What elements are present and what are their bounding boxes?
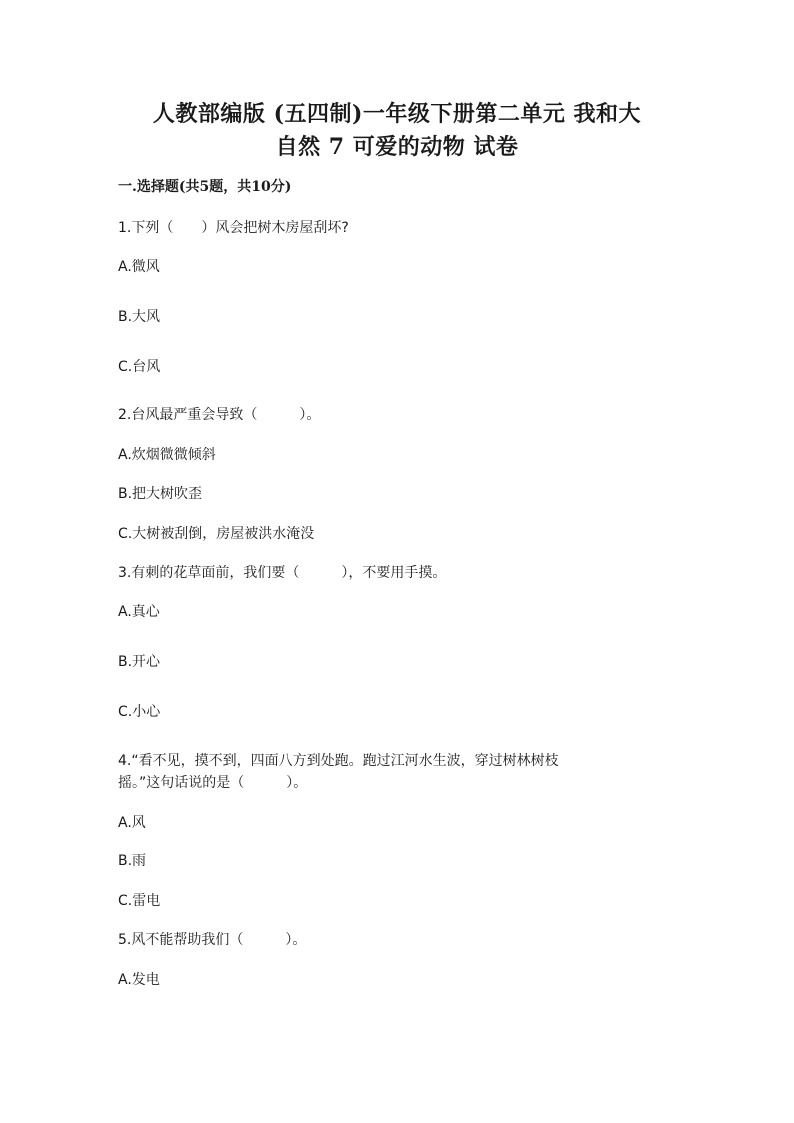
question-1-option-b: B.大风 — [118, 309, 161, 325]
question-5-option-a: A.发电 — [118, 972, 160, 988]
question-3-option-b: B.开心 — [118, 654, 161, 670]
section-heading: 一.选择题(共5题，共10分) — [118, 179, 292, 195]
question-4-option-b: B.雨 — [118, 853, 147, 869]
question-5-stem: 5.风不能帮助我们（ ）。 — [118, 932, 307, 948]
question-4-option-c: C.雷电 — [118, 893, 161, 909]
question-1-stem: 1.下列（ ）风会把树木房屋刮坏? — [118, 220, 349, 236]
exam-title-line-2: 自然 7 可爱的动物 试卷 — [275, 134, 519, 160]
question-2-option-b: B.把大树吹歪 — [118, 486, 203, 502]
question-3-option-c: C.小心 — [118, 704, 161, 720]
question-2-option-c: C.大树被刮倒，房屋被洪水淹没 — [118, 526, 315, 542]
question-2-stem: 2.台风最严重会导致（ ）。 — [118, 407, 321, 423]
question-3-stem: 3.有刺的花草面前，我们要（ ），不要用手摸。 — [118, 565, 447, 581]
question-4-stem-line-1: 4.“看不见，摸不到，四面八方到处跑。跑过江河水生波，穿过树林树枝 — [118, 753, 559, 769]
exam-title-line-1: 人教部编版 (五四制)一年级下册第二单元 我和大 — [152, 101, 642, 127]
question-1-option-c: C.台风 — [118, 359, 161, 375]
question-4-option-a: A.风 — [118, 815, 146, 831]
question-4-stem-line-2: 摇。”这句话说的是（ ）。 — [118, 775, 308, 791]
question-3-option-a: A.真心 — [118, 604, 160, 620]
question-1-option-a: A.微风 — [118, 259, 160, 275]
question-2-option-a: A.炊烟微微倾斜 — [118, 447, 216, 463]
